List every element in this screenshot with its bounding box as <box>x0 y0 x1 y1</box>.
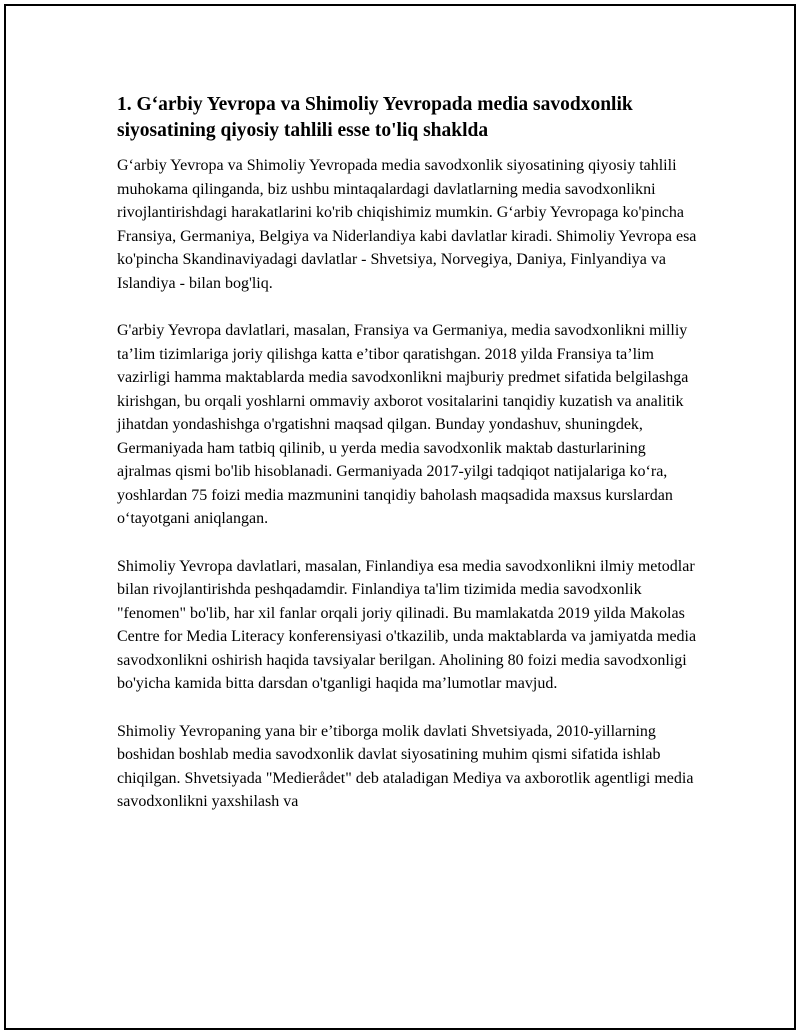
paragraph-northern-europe: Shimoliy Yevropa davlatlari, masalan, Finlandiya esa media savodxonlikni ilmiy metodlar bilan rivojlantirishda peshqadamdir. Finlandiya ta'lim tizimida media savodxonlik "fenomen" bo'lib, har xil fanlar orqali joriy qilinadi. Bu mamlakatda 2019 yilda Makolas Centre for Media Literacy konferensiyasi o'tkazilib, unda maktablarda va jamiyatda media savodxonlikni oshirish haqida tavsiyalar berilgan. Aholining 80 foizi media savodxonligi bo'yicha kamida bitta darsdan o'tganligi haqida ma’lumotlar mavjud. <box>117 557 697 692</box>
document-title: 1. G‘arbiy Yevropa va Shimoliy Yevropada media savodxonlik siyosatining qiyosiy tahlili esse to'liq shaklda <box>117 94 633 141</box>
paragraph-sweden: Shimoliy Yevropaning yana bir e’tiborga molik davlati Shvetsiyada, 2010-yillarning boshidan boshlab media savodxonlik davlat siyosatining muhim qismi sifatida ishlab chiqilgan. Shvetsiyada "Medierådet" deb ataladigan Mediya va axborotlik agentligi media savodxonlikni yaxshilash va <box>117 722 694 810</box>
paragraph-intro: G‘arbiy Yevropa va Shimoliy Yevropada media savodxonlik siyosatining qiyosiy tahlili muhokama qilinganda, biz ushbu mintaqalardagi davlatlarning media savodxonlikni rivojlantirishdagi harakatlarini ko'rib chiqishimiz mumkin. G‘arbiy Yevropaga ko'pincha Fransiya, Germaniya, Belgiya va Niderlandiya kabi davlatlar kiradi. Shimoliy Yevropa esa ko'pincha Skandinaviyadagi davlatlar - Shvetsiya, Norvegiya, Daniya, Finlyandiya va Islandiya - bilan bog'liq. <box>117 157 697 292</box>
paragraph-western-europe: G'arbiy Yevropa davlatlari, masalan, Fransiya va Germaniya, media savodxonlikni milliy ta’lim tizimlariga joriy qilishga katta e’tibor qaratishgan. 2018 yilda Fransiya ta’lim vazirligi hamma maktablarda media savodxonlikni majburiy predmet sifatida belgilashga kirishgan, bu orqali yoshlarni ommaviy axborot vositalarini tanqidiy kuzatish va analitik jihatdan yondashishga o'rgatishni maqsad qilgan. Bunday yondashuv, shuningdek, Germaniyada ham tatbiq qilinib, u yerda media savodxonlik maktab dasturlarining ajralmas qismi bo'lib hisoblanadi. Germaniyada 2017-yilgi tadqiqot natijalariga ko‘ra, yoshlardan 75 foizi media mazmunini tanqidiy baholash maqsadida maxsus kurslardan o‘tayotgani aniqlangan. <box>117 322 689 527</box>
document-body <box>117 92 697 838</box>
